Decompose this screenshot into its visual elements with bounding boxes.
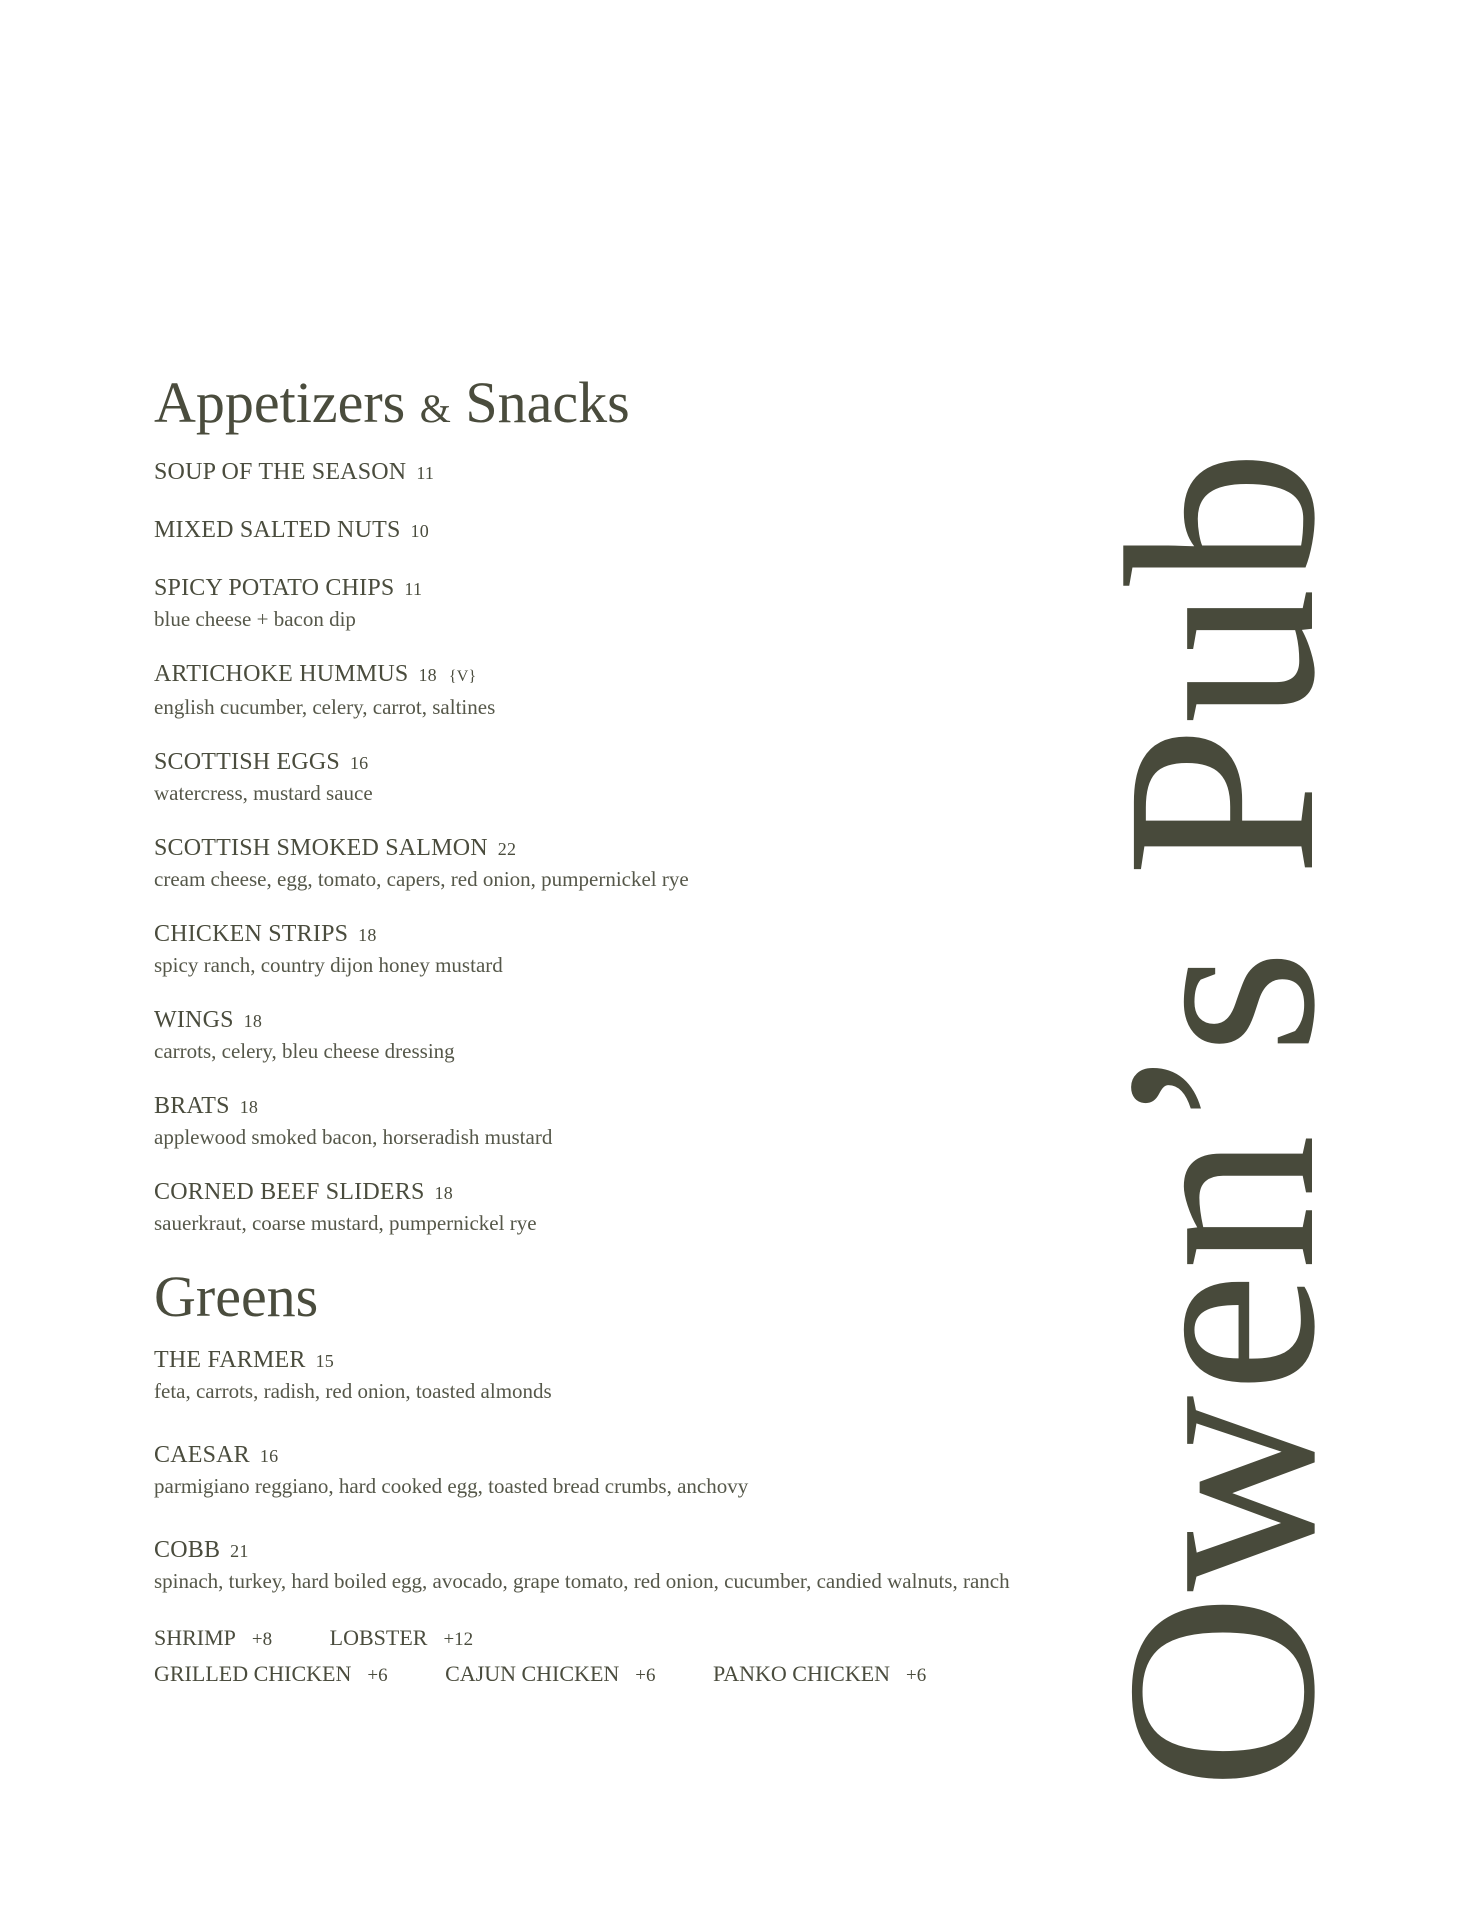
addon-item xyxy=(154,1621,272,1657)
item-name: MIXED SALTED NUTS xyxy=(154,517,401,543)
section-title-greens: Greens xyxy=(154,1264,319,1329)
addon-price: +8 xyxy=(251,1629,273,1650)
menu-item xyxy=(154,658,1074,721)
item-name: ARTICHOKE HUMMUS xyxy=(154,661,409,687)
item-price: 22 xyxy=(497,839,517,859)
item-price: 18 xyxy=(358,925,377,945)
item-name: CHICKEN STRIPS xyxy=(154,921,349,947)
item-name: SCOTTISH EGGS xyxy=(154,749,340,775)
item-name: WINGS xyxy=(154,1007,234,1033)
item-name: CAESAR xyxy=(154,1442,250,1468)
item-description: applewood smoked bacon, horseradish mustard xyxy=(154,1125,553,1149)
addon-item xyxy=(154,1657,388,1693)
item-name: BRATS xyxy=(154,1093,230,1119)
menu-item xyxy=(154,1176,1074,1237)
item-price: 11 xyxy=(404,579,423,599)
addon-price: +6 xyxy=(367,1665,388,1686)
item-price: 18 xyxy=(243,1011,263,1031)
item-name: SCOTTISH SMOKED SALMON xyxy=(154,835,488,861)
menu-item xyxy=(154,1534,1074,1595)
item-price: 10 xyxy=(410,521,429,541)
item-price: 21 xyxy=(230,1541,249,1561)
item-description: carrots, celery, bleu cheese dressing xyxy=(154,1039,455,1063)
item-name: COBB xyxy=(154,1537,221,1563)
addon-name: PANKO CHICKEN xyxy=(713,1661,891,1686)
item-name: CORNED BEEF SLIDERS xyxy=(154,1179,425,1205)
addon-price: +12 xyxy=(443,1629,474,1650)
item-price: 18 xyxy=(418,665,437,685)
addon-item xyxy=(330,1621,474,1657)
item-price: 16 xyxy=(259,1446,279,1466)
item-description: feta, carrots, radish, red onion, toasted almonds xyxy=(154,1379,552,1403)
title-word-snacks: Snacks xyxy=(465,370,630,435)
item-price: 11 xyxy=(416,463,435,483)
addon-name: SHRIMP xyxy=(154,1625,236,1650)
section-title-appetizers xyxy=(154,368,1074,444)
item-price: 18 xyxy=(434,1183,453,1203)
menu-item xyxy=(154,1439,1074,1500)
addon-row xyxy=(154,1657,1074,1693)
appetizers-section xyxy=(154,368,1074,1237)
title-ampersand: & xyxy=(419,386,451,431)
menu-page xyxy=(154,368,1074,1693)
addon-price: +6 xyxy=(906,1665,927,1686)
addon-price: +6 xyxy=(635,1665,656,1686)
menu-item xyxy=(154,918,1074,979)
item-description: spicy ranch, country dijon honey mustard xyxy=(154,953,503,977)
menu-item xyxy=(154,514,1074,547)
title-word-appetizers: Appetizers xyxy=(154,370,406,435)
addon-row xyxy=(154,1621,1074,1657)
addon-name: LOBSTER xyxy=(329,1625,428,1650)
protein-addons xyxy=(154,1621,1074,1693)
item-description: blue cheese + bacon dip xyxy=(154,607,356,631)
greens-section xyxy=(154,1262,1074,1693)
item-description: parmigiano reggiano, hard cooked egg, toasted bread crumbs, anchovy xyxy=(154,1474,749,1498)
menu-item xyxy=(154,456,1074,489)
menu-item xyxy=(154,1004,1074,1065)
brand-name-vertical: Owen’s Pub xyxy=(1070,447,1371,1790)
item-name: SPICY POTATO CHIPS xyxy=(154,575,395,601)
item-description: spinach, turkey, hard boiled egg, avocado, grape tomato, red onion, cucumber, candied walnuts, ranch xyxy=(154,1569,1010,1593)
item-price: 16 xyxy=(349,753,369,773)
item-description: sauerkraut, coarse mustard, pumpernickel rye xyxy=(154,1211,537,1235)
menu-item xyxy=(154,572,1074,633)
vegetarian-tag: {V} xyxy=(448,668,477,685)
menu-item xyxy=(154,1090,1074,1151)
item-price: 18 xyxy=(239,1097,259,1117)
menu-item xyxy=(154,832,1074,893)
item-description: watercress, mustard sauce xyxy=(154,781,373,805)
item-name: SOUP OF THE SEASON xyxy=(154,459,407,485)
addon-name: CAJUN CHICKEN xyxy=(445,1661,620,1686)
menu-item xyxy=(154,746,1074,807)
addon-item xyxy=(713,1657,926,1693)
item-description: cream cheese, egg, tomato, capers, red onion, pumpernickel rye xyxy=(154,867,689,891)
item-description: english cucumber, celery, carrot, saltines xyxy=(154,695,496,719)
addon-item xyxy=(445,1657,655,1693)
addon-name: GRILLED CHICKEN xyxy=(154,1661,352,1686)
menu-item xyxy=(154,1344,1074,1405)
item-name: THE FARMER xyxy=(154,1347,306,1373)
item-price: 15 xyxy=(315,1351,334,1371)
